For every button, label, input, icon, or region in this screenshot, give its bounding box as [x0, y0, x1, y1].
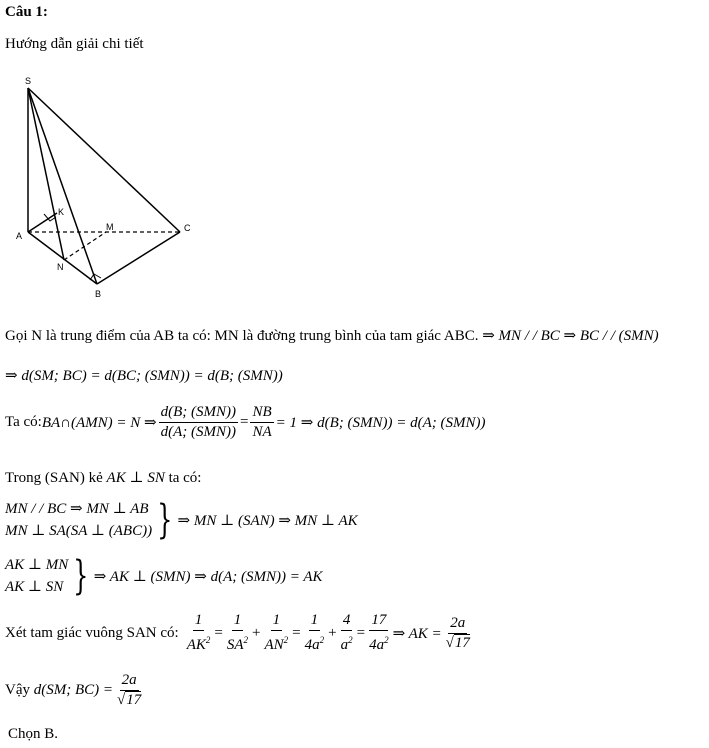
construction-suffix: ta có:	[164, 470, 202, 486]
label-b: B	[95, 289, 102, 299]
construction-text: Trong (SAN) kẻ	[5, 470, 107, 486]
system-1-row-2: MN ⊥ SA(SA ⊥ (ABC))	[5, 523, 153, 539]
label-m: M	[106, 222, 114, 232]
ratio-part1: BA∩(AMN) = N ⇒	[41, 415, 157, 431]
right-brace-icon: }	[73, 553, 89, 599]
conclusion-formula: d(SM; BC) =	[33, 682, 114, 698]
system-2-result: ⇒ AK ⊥ (SMN) ⇒ d(A; (SMN)) = AK	[93, 568, 323, 585]
ak-result-label: ⇒ AK =	[392, 625, 442, 642]
fraction-1-sa2: $\frac{1}{SA^2}$	[226, 612, 249, 653]
conclusion-line	[5, 672, 145, 709]
edge-sc	[28, 88, 180, 232]
label-c: C	[184, 223, 191, 233]
segment-ratio-den: NA	[252, 424, 272, 440]
right-brace-icon: }	[157, 497, 173, 543]
label-k: K	[58, 207, 65, 217]
ratio-equation	[5, 404, 486, 441]
answer-line: Chọn B.	[8, 726, 59, 742]
segment-ratio-fraction	[250, 404, 273, 441]
system-2-row-1: AK ⊥ MN	[5, 557, 69, 573]
distance-ratio-num: d(B; (SMN))	[159, 404, 238, 423]
fraction-1-ak2: $\frac{1}{AK^2}$	[186, 612, 211, 653]
fraction-1-an2: $\frac{1}{AN^2}$	[264, 612, 289, 653]
edge-ab	[28, 232, 97, 284]
fraction-1-4a2: $\frac{1}{4a^2}$	[304, 612, 325, 653]
pythagoras-prefix: Xét tam giác vuông SAN có:	[5, 624, 179, 641]
distance-ratio-den: d(A; (SMN))	[160, 424, 237, 440]
solution-subheading: Hướng dẫn giải chi tiết	[5, 36, 144, 52]
ratio-prefix: Ta có:	[5, 414, 42, 430]
ratio-eq: =	[240, 414, 249, 430]
construction-formula: AK ⊥ SN	[106, 470, 165, 486]
paragraph-midline-text: Gọi N là trung điểm của AB ta có: MN là đường trung bình của tam giác ABC.	[5, 328, 479, 344]
system-1-result: ⇒ MN ⊥ (SAN) ⇒ MN ⊥ AK	[177, 512, 358, 529]
edge-bc	[97, 232, 180, 284]
pythagoras-line: Xét tam giác vuông SAN có: $\frac{1}{AK^2}$ = $\frac{1}{SA^2}$ + $\frac{1}{AN^2}$ = $\frac{1}{4a^2}$ + $\frac{4}{a^2}$ = $\frac{17}{4a^2}$ ⇒ AK = $\frac{2a}{√17}$	[5, 612, 470, 653]
conclusion-prefix: Vậy	[5, 682, 34, 698]
label-n: N	[57, 262, 64, 272]
construction-line	[5, 468, 201, 487]
system-2	[5, 554, 323, 598]
question-heading: Câu 1:	[5, 4, 48, 20]
system-1-row-1: MN / / BC ⇒ MN ⊥ AB	[5, 501, 149, 517]
distance-equation: ⇒ d(SM; BC) = d(BC; (SMN)) = d(B; (SMN))	[5, 368, 283, 384]
paragraph-midline	[5, 326, 659, 345]
label-a: A	[16, 231, 23, 241]
system-1	[5, 498, 358, 542]
fraction-ak-result: $\frac{2a}{√17}$	[445, 614, 470, 651]
segment-ak	[28, 213, 57, 232]
segment-ratio-num: NB	[250, 404, 273, 423]
segment-mn-hidden	[64, 232, 106, 260]
system-2-row-2: AK ⊥ SN	[5, 579, 64, 595]
ratio-part2: = 1 ⇒ d(B; (SMN)) = d(A; (SMN))	[275, 415, 486, 431]
distance-ratio-fraction	[159, 404, 238, 441]
parallel-formula: ⇒ MN / / BC ⇒ BC / / (SMN)	[482, 328, 659, 344]
fraction-4-a2: $\frac{4}{a^2}$	[340, 612, 353, 653]
conclusion-fraction: $\frac{2a}{√17}$	[117, 672, 142, 708]
fraction-17-4a2: $\frac{17}{4a^2}$	[369, 612, 389, 653]
label-s: S	[25, 76, 32, 86]
